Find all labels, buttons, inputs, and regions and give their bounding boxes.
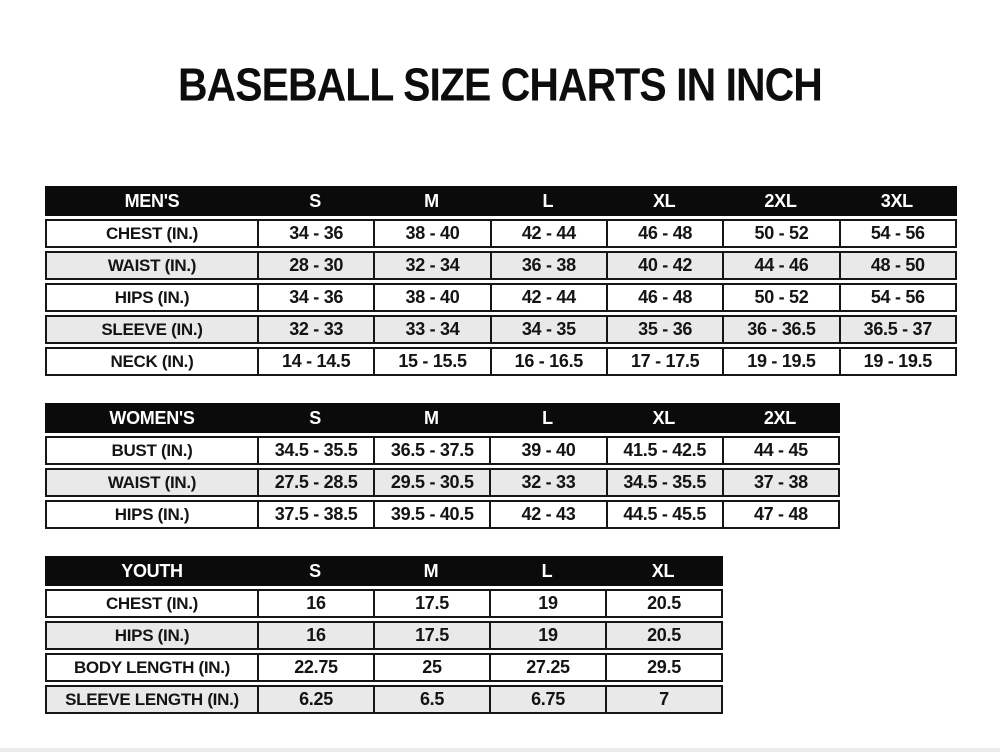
womens-value-label: WAIST (IN.) (107, 472, 197, 492)
mens-value-cell: 38 - 40 (373, 221, 489, 246)
youth-header-cell: M (423, 560, 439, 581)
mens-value-cell: 34 - 36 (257, 285, 373, 310)
womens-header-row (45, 403, 840, 433)
womens-value-cell: 39 - 40 (489, 438, 605, 463)
womens-value-cell: 34.5 - 35.5 (606, 470, 722, 495)
mens-value-cell: 46 - 48 (606, 221, 722, 246)
mens-header-row (45, 186, 957, 216)
mens-value-cell: 32 - 34 (373, 253, 489, 278)
mens-row-4 (45, 315, 957, 344)
mens-value-label: WAIST (IN.) (107, 255, 197, 275)
youth-value-cell: 19 (489, 623, 605, 648)
youth-value-label: SLEEVE LENGTH (IN.) (65, 689, 239, 709)
mens-value-cell: 19 - 19.5 (839, 349, 955, 374)
youth-value-cell: 17.5 (373, 591, 489, 616)
mens-value-label: CHEST (IN.) (105, 223, 199, 243)
mens-header-cell: 3XL (880, 190, 913, 211)
youth-value-cell: 17.5 (373, 623, 489, 648)
womens-header-label: WOMEN'S (109, 407, 195, 428)
mens-value-cell: 46 - 48 (606, 285, 722, 310)
womens-row-1 (45, 436, 840, 465)
womens-value-label: HIPS (IN.) (114, 504, 190, 524)
womens-value-cell: 47 - 48 (722, 502, 838, 527)
mens-row-1 (45, 219, 957, 248)
womens-value-cell: 27.5 - 28.5 (257, 470, 373, 495)
womens-value-cell: 36.5 - 37.5 (373, 438, 489, 463)
tables-area (45, 186, 1000, 714)
mens-value-cell: 28 - 30 (257, 253, 373, 278)
mens-value-cell: 32 - 33 (257, 317, 373, 342)
mens-value-cell: 16 - 16.5 (490, 349, 606, 374)
youth-value-label: HIPS (IN.) (114, 625, 190, 645)
youth-header-cell: S (309, 560, 321, 581)
youth-value-cell: 7 (605, 687, 721, 712)
mens-value-label: SLEEVE (IN.) (101, 319, 203, 339)
mens-row-2 (45, 251, 957, 280)
youth-row-2 (45, 621, 723, 650)
youth-value-cell: 20.5 (605, 591, 721, 616)
youth-value-cell: 6.5 (373, 687, 489, 712)
mens-value-cell: 44 - 46 (722, 253, 838, 278)
womens-header-cell: M (423, 407, 439, 428)
page-title: BASEBALL SIZE CHARTS IN INCH (178, 59, 822, 112)
mens-header-cell: S (309, 190, 322, 211)
womens-value-cell: 29.5 - 30.5 (373, 470, 489, 495)
mens-value-cell: 50 - 52 (722, 221, 838, 246)
youth-value-cell: 19 (489, 591, 605, 616)
mens-value-cell: 15 - 15.5 (373, 349, 489, 374)
mens-value-cell: 36 - 38 (490, 253, 606, 278)
womens-size-table (45, 403, 840, 529)
mens-value-cell: 14 - 14.5 (257, 349, 373, 374)
youth-value-label: CHEST (IN.) (105, 593, 199, 613)
youth-value-cell: 29.5 (605, 655, 721, 680)
mens-row-3 (45, 283, 957, 312)
mens-value-cell: 19 - 19.5 (722, 349, 838, 374)
mens-value-cell: 42 - 44 (490, 221, 606, 246)
youth-header-cell: XL (651, 560, 675, 581)
mens-size-table (45, 186, 957, 376)
womens-value-label: BUST (IN.) (111, 440, 193, 460)
youth-header-cell: L (541, 560, 553, 581)
mens-value-cell: 50 - 52 (722, 285, 838, 310)
mens-value-cell: 34 - 35 (490, 317, 606, 342)
youth-header-row (45, 556, 723, 586)
mens-value-cell: 34 - 36 (257, 221, 373, 246)
mens-value-label: NECK (IN.) (110, 351, 194, 371)
youth-value-label: BODY LENGTH (IN.) (73, 657, 231, 677)
womens-header-cell: S (309, 407, 321, 428)
womens-header-cell: XL (652, 407, 675, 428)
mens-value-cell: 33 - 34 (373, 317, 489, 342)
youth-size-table (45, 556, 723, 714)
mens-value-cell: 35 - 36 (606, 317, 722, 342)
womens-value-cell: 37 - 38 (722, 470, 838, 495)
youth-row-1 (45, 589, 723, 618)
mens-value-cell: 54 - 56 (839, 285, 955, 310)
womens-value-cell: 41.5 - 42.5 (606, 438, 722, 463)
mens-value-cell: 38 - 40 (373, 285, 489, 310)
youth-row-4 (45, 685, 723, 714)
womens-value-cell: 32 - 33 (489, 470, 605, 495)
mens-value-cell: 17 - 17.5 (606, 349, 722, 374)
womens-value-cell: 39.5 - 40.5 (373, 502, 489, 527)
youth-value-cell: 16 (257, 591, 373, 616)
mens-header-cell: XL (652, 190, 676, 211)
mens-header-cell: 2XL (764, 190, 797, 211)
mens-value-label: HIPS (IN.) (114, 287, 190, 307)
womens-row-2 (45, 468, 840, 497)
youth-value-cell: 25 (373, 655, 489, 680)
youth-value-cell: 22.75 (257, 655, 373, 680)
mens-value-cell: 48 - 50 (839, 253, 955, 278)
womens-row-3 (45, 500, 840, 529)
mens-row-5 (45, 347, 957, 376)
youth-value-cell: 27.25 (489, 655, 605, 680)
youth-value-cell: 6.25 (257, 687, 373, 712)
youth-row-3 (45, 653, 723, 682)
youth-value-cell: 16 (257, 623, 373, 648)
youth-value-cell: 6.75 (489, 687, 605, 712)
mens-value-cell: 36 - 36.5 (722, 317, 838, 342)
womens-value-cell: 42 - 43 (489, 502, 605, 527)
youth-value-cell: 20.5 (605, 623, 721, 648)
mens-header-cell: L (542, 190, 554, 211)
womens-header-cell: L (542, 407, 553, 428)
womens-value-cell: 44.5 - 45.5 (606, 502, 722, 527)
mens-value-cell: 40 - 42 (606, 253, 722, 278)
womens-value-cell: 44 - 45 (722, 438, 838, 463)
womens-header-cell: 2XL (763, 407, 796, 428)
scan-edge-artifact (0, 748, 1000, 752)
mens-value-cell: 36.5 - 37 (839, 317, 955, 342)
mens-header-cell: M (424, 190, 439, 211)
youth-header-label: YOUTH (121, 560, 183, 581)
mens-value-cell: 42 - 44 (490, 285, 606, 310)
mens-header-label: MEN'S (124, 190, 180, 211)
womens-value-cell: 37.5 - 38.5 (257, 502, 373, 527)
mens-value-cell: 54 - 56 (839, 221, 955, 246)
womens-value-cell: 34.5 - 35.5 (257, 438, 373, 463)
